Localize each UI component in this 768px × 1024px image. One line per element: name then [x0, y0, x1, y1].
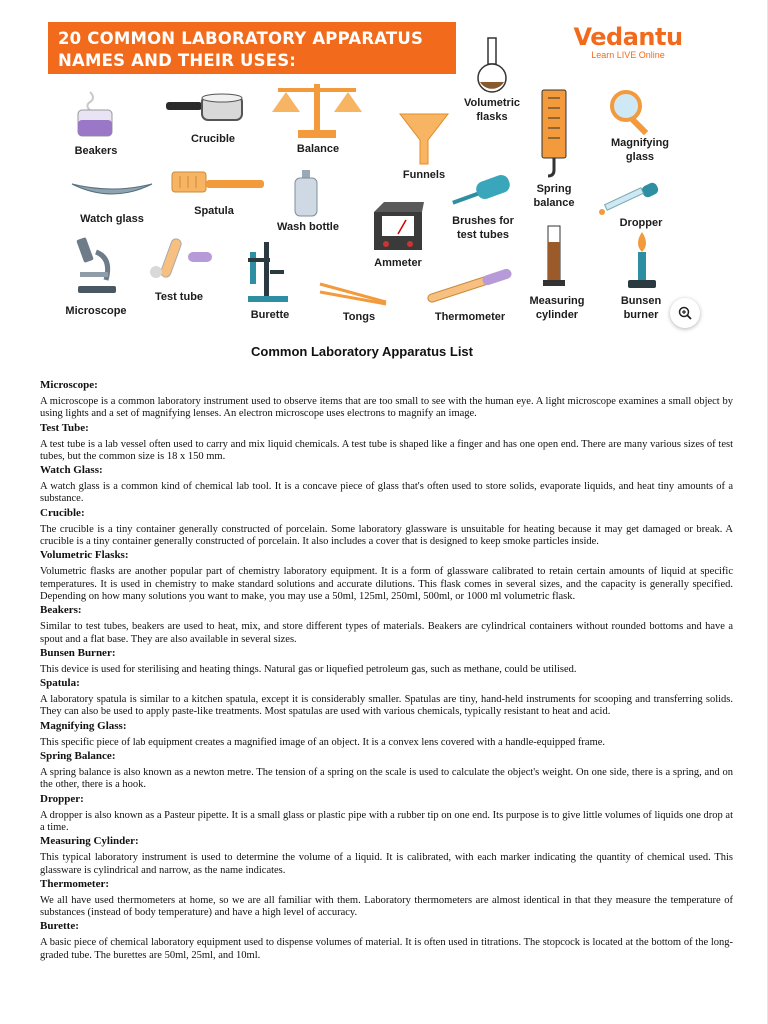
spatula-label: Spatula [194, 205, 234, 217]
entry-body: The crucible is a tiny container generally constructed of porcelain. Some laboratory glassware is unsuitable for heating because it may get damaged or break. A crucible is a tiny container generally constructed of porcelain. It also includes a cover that is designed to keep smoke particles inside. [40, 523, 733, 548]
figure-caption: Common Laboratory Apparatus List [251, 344, 473, 359]
apparatus-entry [40, 647, 733, 676]
tongs-label: Tongs [342, 311, 376, 323]
bunsen-burner-label: Bunsen burner [620, 295, 662, 321]
entry-title: Dropper: [40, 792, 84, 805]
brand-tagline: Learn LIVE Online [591, 50, 665, 60]
funnels-label: Funnels [402, 169, 446, 181]
entry-title: Thermometer: [40, 877, 110, 890]
volumetric-flasks-label: Volumetric flasks [463, 97, 521, 123]
zoom-in-icon [678, 306, 692, 320]
apparatus-entry [40, 835, 733, 877]
entry-body: This typical laboratory instrument is used to determine the volume of a liquid. It is calibrated, with each marker indicating the quantity of chemical used. This glassware is cylindrical and narrow, as the name indicates. [40, 852, 733, 876]
volumetric-flask-icon [472, 36, 512, 94]
dropper-icon [596, 182, 662, 218]
test-tube-icon [148, 228, 218, 286]
apparatus-entry [40, 793, 733, 835]
entry-body: We all have used thermometers at home, so we are all familiar with them. Laboratory thermometers are almost identical in that they measure the temperature of substances (instead of body temperature) and have a high level of accuracy. [40, 894, 733, 919]
entry-title: Microscope: [40, 379, 98, 391]
entry-title: Crucible: [40, 506, 85, 519]
banner-title-line-2: NAMES AND THEIR USES: [58, 51, 297, 70]
measuring-cylinder-label: Measuring cylinder [529, 295, 585, 321]
apparatus-infographic [48, 18, 704, 330]
beakers-label: Beakers [74, 145, 118, 157]
apparatus-entry [40, 750, 733, 792]
magnifying-glass-icon [606, 88, 656, 138]
entry-title: Bunsen Burner: [40, 646, 116, 659]
entry-body: A spring balance is also known as a newton metre. The tension of a spring on the scale is used to calculate the object's weight. On one side, there is a spring, and on the other, there is a hook. [40, 767, 733, 791]
thermometer-icon [422, 266, 518, 306]
crucible-icon [164, 88, 250, 130]
microscope-icon [70, 236, 120, 294]
apparatus-entry [40, 549, 733, 603]
apparatus-entry [40, 464, 733, 506]
entry-title: Spatula: [40, 677, 80, 690]
entry-title: Watch Glass: [40, 464, 103, 477]
microscope-label: Microscope [65, 305, 127, 317]
measuring-cylinder-icon [540, 224, 568, 290]
title-banner [48, 22, 456, 74]
entry-body: Similar to test tubes, beakers are used to heat, mix, and store different types of materials. Beakers are cylindrical containers without rounded bottoms and have a spout and a flat base. They are also available in several sizes. [40, 621, 733, 645]
brand-logo [568, 24, 688, 61]
entry-title: Measuring Cylinder: [40, 835, 139, 848]
brushes-label: Brushes for test tubes [452, 215, 514, 241]
entry-title: Beakers: [40, 604, 82, 617]
apparatus-entry [40, 379, 733, 421]
ammeter-label: Ammeter [374, 257, 422, 269]
spring-balance-label: Spring balance [533, 183, 575, 209]
magnifying-glass-label: Magnifying glass [610, 137, 670, 163]
apparatus-entry [40, 720, 733, 749]
entry-body: This device is used for sterilising and heating things. Natural gas or liquefied petroleum gas, such as methane, could be utilised. [40, 663, 577, 675]
ammeter-icon [370, 198, 426, 252]
apparatus-entry [40, 422, 733, 464]
test-tube-label: Test tube [154, 291, 204, 303]
apparatus-entry [40, 878, 733, 920]
balance-label: Balance [296, 143, 340, 155]
thermometer-label: Thermometer [434, 311, 506, 323]
entry-body: This specific piece of lab equipment creates a magnified image of an object. It is a convex lens covered with a handle-equipped frame. [40, 736, 606, 748]
test-tube-brush-icon [450, 174, 514, 214]
apparatus-descriptions [40, 379, 733, 963]
tongs-icon [318, 276, 388, 308]
spatula-icon [170, 168, 266, 200]
burette-icon [240, 240, 296, 304]
brand-name: Vedantu [573, 23, 683, 51]
beakers-icon [70, 88, 122, 140]
entry-title: Volumetric Flasks: [40, 549, 129, 562]
wash-bottle-icon [292, 168, 320, 218]
spring-balance-icon [536, 86, 572, 180]
entry-body: A basic piece of chemical laboratory equipment used to dispense volumes of material. It is often used in titrations. The stopcock is located at the bottom of the long-graded tube. The burettes are 50ml, 25ml, and 10ml. [40, 937, 733, 961]
crucible-label: Crucible [190, 133, 235, 145]
apparatus-entry [40, 920, 733, 962]
entry-title: Test Tube: [40, 421, 89, 434]
entry-title: Spring Balance: [40, 750, 116, 763]
dropper-label: Dropper [619, 217, 663, 229]
banner-title [58, 28, 423, 72]
entry-title: Magnifying Glass: [40, 719, 127, 732]
balance-icon [272, 78, 362, 140]
funnel-icon [398, 110, 450, 166]
apparatus-entry [40, 677, 733, 719]
apparatus-entry [40, 604, 733, 646]
entry-body: A dropper is also known as a Pasteur pipette. It is a small glass or plastic pipe with a rubber tip on one end. Its purpose is to give little volumes of liquids one drop at a time. [40, 809, 733, 833]
bunsen-burner-icon [624, 230, 660, 292]
entry-body: A laboratory spatula is similar to a kitchen spatula, except it is considerably smaller. Spatulas are tiny, hand-held instruments for scooping and transferring solids. They can also be used to apply paste-like treatments. Most spatulas are used with various chemicals, typically resistant to heat and acid. [40, 694, 733, 718]
entry-title: Burette: [40, 920, 79, 933]
entry-body: A watch glass is a common kind of chemical lab tool. It is a concave piece of glass that's often used to store solids, evaporate liquids, and heat tiny amounts of a substance. [40, 481, 733, 505]
entry-body: Volumetric flasks are another popular part of chemistry laboratory equipment. It is a form of glassware calibrated to retain certain amounts of liquid at specific temperatures. It is used in chemistry to make standard solutions and accurate dilutions. This flask comes in several sizes, and the capacity is generally specified. Depending on how many solutions you want to make, you may use a 50ml, 125ml, 250ml, 500ml, or 1000 ml volumetric flask. [40, 566, 733, 602]
apparatus-entry [40, 507, 733, 549]
watch-glass-label: Watch glass [80, 213, 144, 225]
wash-bottle-label: Wash bottle [277, 221, 339, 233]
entry-body: A test tube is a lab vessel often used to carry and mix liquid chemicals. A test tube is shaped like a finger and has one open end. There are many various sizes of test tubes, but the common size is 18 x 150 mm. [40, 438, 733, 462]
burette-label: Burette [250, 309, 290, 321]
entry-body: A microscope is a common laboratory instrument used to observe items that are too small to see with the human eye. A light microscope examines a small object by using lights and a set of magnifying lenses. An electron microscope uses electrons to magnify an image. [40, 396, 733, 420]
zoom-button[interactable] [670, 298, 700, 328]
banner-title-line-1: 20 COMMON LABORATORY APPARATUS [58, 29, 424, 48]
watch-glass-icon [70, 178, 154, 202]
